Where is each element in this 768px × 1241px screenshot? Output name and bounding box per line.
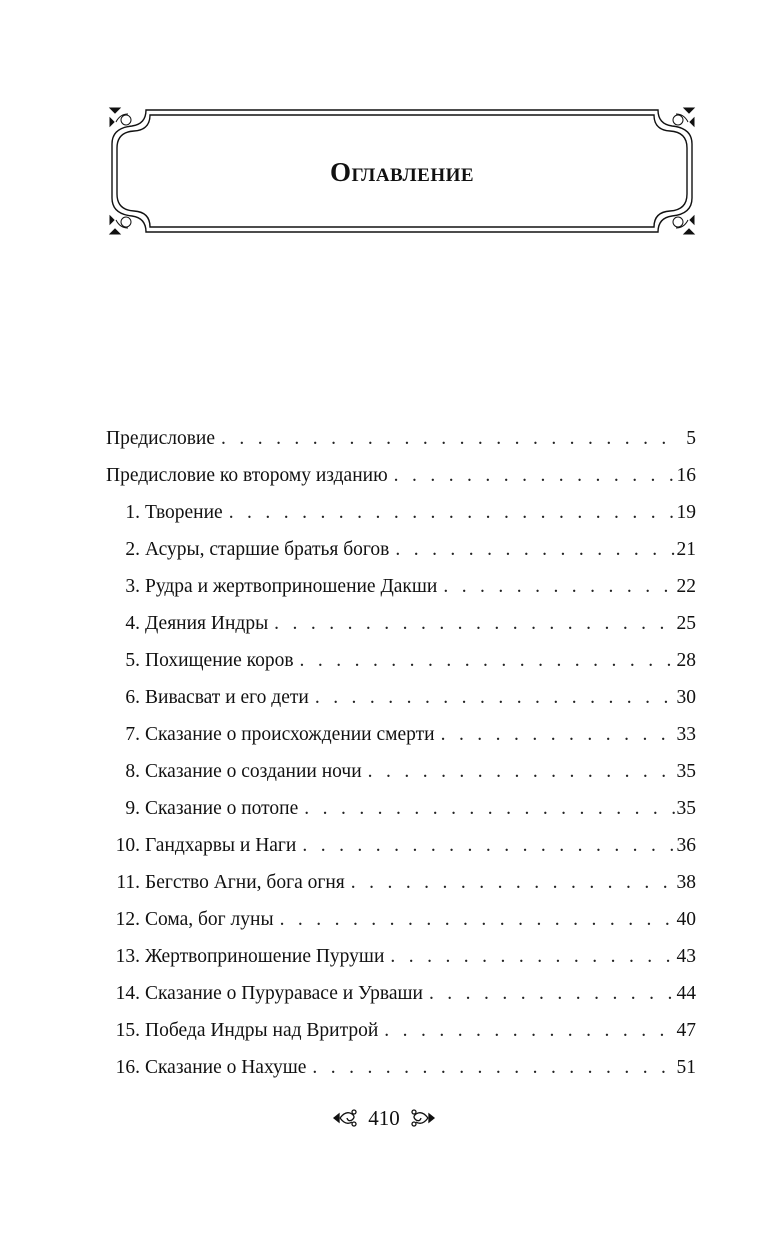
toc-entry[interactable] (106, 568, 696, 605)
toc-entry[interactable] (106, 938, 696, 975)
toc-entry-page: 43 (676, 946, 696, 967)
toc-entry[interactable] (106, 642, 696, 679)
toc-entry-page: 40 (676, 909, 696, 930)
table-of-contents (106, 420, 696, 1086)
toc-entry[interactable] (106, 827, 696, 864)
toc-entry[interactable] (106, 679, 696, 716)
page-title: Оглавление (329, 156, 475, 187)
toc-entry-page: 21 (676, 539, 696, 560)
toc-entry-title: Сказание о Пуруравасе и Урваши (145, 983, 423, 1004)
toc-entry-number: 16. (115, 1057, 140, 1078)
page-footer (0, 1098, 768, 1138)
toc-entry-number: 14. (115, 983, 140, 1004)
toc-entry-title: Победа Индры над Вритрой (145, 1020, 379, 1041)
toc-entry[interactable] (106, 1012, 696, 1049)
toc-entry[interactable] (106, 494, 696, 531)
toc-entry-page: 47 (676, 1020, 696, 1041)
toc-entry-number: 9. (125, 798, 140, 819)
toc-entry-title: Творение (145, 502, 223, 523)
left-flourish-icon (332, 1108, 358, 1128)
page-number: 410 (368, 1106, 400, 1130)
toc-entry-title: Рудра и жертвоприношение Дакши (145, 576, 438, 597)
toc-dot-leader (274, 901, 676, 938)
toc-dot-leader (345, 864, 676, 901)
toc-dot-leader (389, 531, 676, 568)
toc-entry-page: 19 (676, 502, 696, 523)
toc-entry-number: 8. (125, 761, 140, 782)
toc-entry-title: Сказание о создании ночи (145, 761, 362, 782)
title-frame (106, 104, 698, 238)
toc-entry-page: 22 (676, 576, 696, 597)
toc-entry-page: 28 (676, 650, 696, 671)
toc-entry-number: 3. (125, 576, 140, 597)
toc-dot-leader (309, 679, 676, 716)
toc-entry-number: 6. (125, 687, 140, 708)
toc-dot-leader (384, 938, 676, 975)
toc-entry-page: 35 (676, 761, 696, 782)
toc-entry-title: Жертвоприношение Пуруши (145, 946, 385, 967)
toc-dot-leader (215, 420, 676, 457)
toc-entry-title: Сказание о происхождении смерти (145, 724, 435, 745)
toc-entry-number: 15. (115, 1020, 140, 1041)
toc-entry-title: Предисловие ко второму изданию (106, 465, 388, 486)
toc-entry[interactable] (106, 901, 696, 938)
toc-entry-title: Похищение коров (145, 650, 294, 671)
toc-dot-leader (437, 568, 676, 605)
toc-entry-page: 25 (676, 613, 696, 634)
toc-entry-page: 30 (676, 687, 696, 708)
toc-dot-leader (378, 1012, 676, 1049)
toc-dot-leader (435, 716, 676, 753)
toc-entry[interactable] (106, 457, 696, 494)
toc-dot-leader (306, 1049, 676, 1086)
toc-entry-title: Предисловие (106, 428, 216, 449)
toc-entry-number: 13. (115, 946, 140, 967)
toc-entry-page: 35 (676, 798, 696, 819)
toc-entry-number: 12. (115, 909, 140, 930)
toc-entry[interactable] (106, 790, 696, 827)
toc-dot-leader (388, 457, 676, 494)
toc-entry-number: 10. (115, 835, 140, 856)
toc-entry-page: 5 (686, 428, 696, 449)
toc-entry[interactable] (106, 420, 696, 457)
toc-entry-page: 36 (676, 835, 696, 856)
toc-dot-leader (296, 827, 676, 864)
toc-entry[interactable] (106, 975, 696, 1012)
toc-dot-leader (298, 790, 676, 827)
toc-entry-page: 51 (676, 1057, 696, 1078)
right-flourish-icon (410, 1108, 436, 1128)
toc-entry-page: 44 (676, 983, 696, 1004)
toc-entry-title: Сказание о потопе (145, 798, 299, 819)
toc-entry-number: 1. (125, 502, 140, 523)
toc-entry[interactable] (106, 531, 696, 568)
toc-entry-number: 11. (116, 872, 140, 893)
toc-entry-number: 7. (125, 724, 140, 745)
toc-dot-leader (268, 605, 676, 642)
toc-entry[interactable] (106, 605, 696, 642)
toc-entry-page: 33 (676, 724, 696, 745)
toc-entry[interactable] (106, 864, 696, 901)
toc-entry-page: 38 (676, 872, 696, 893)
toc-entry-title: Вивасват и его дети (145, 687, 309, 708)
toc-dot-leader (423, 975, 676, 1012)
toc-entry-title: Бегство Агни, бога огня (145, 872, 345, 893)
toc-entry-number: 2. (125, 539, 140, 560)
toc-entry-number: 5. (125, 650, 140, 671)
toc-entry-number: 4. (125, 613, 140, 634)
toc-entry[interactable] (106, 1049, 696, 1086)
toc-dot-leader (362, 753, 676, 790)
toc-entry-title: Деяния Индры (145, 613, 269, 634)
toc-dot-leader (223, 494, 676, 531)
toc-entry[interactable] (106, 716, 696, 753)
toc-entry-title: Гандхарвы и Наги (145, 835, 297, 856)
toc-entry-page: 16 (676, 465, 696, 486)
toc-entry[interactable] (106, 753, 696, 790)
toc-dot-leader (294, 642, 676, 679)
toc-entry-title: Сома, бог луны (145, 909, 274, 930)
toc-entry-title: Асуры, старшие братья богов (145, 539, 390, 560)
toc-entry-title: Сказание о Нахуше (145, 1057, 307, 1078)
